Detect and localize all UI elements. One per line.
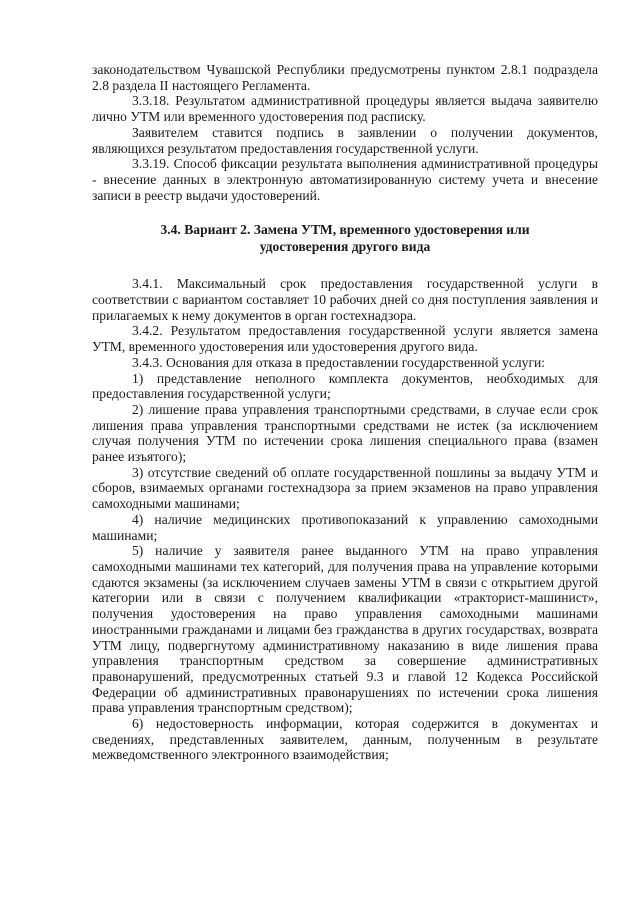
paragraph-3-4-3: 3.4.3. Основания для отказа в предоставлении государственной услуги: [132, 354, 546, 370]
paragraph-3-3-19: 3.3.19. Способ фиксации результата выполнения административной процедуры - внесение данных в электронную автоматизированную систему учета и внесение записи в реестр выдачи удостоверений. [92, 156, 598, 203]
list-item-4: 4) наличие медицинских противопоказаний к управлению самоходными машинами; [92, 511, 598, 543]
paragraph-3-3-18: 3.3.18. Результатом административной процедуры является выдача заявителю лично УТМ или временного удостоверения под расписку. [92, 93, 598, 125]
list-item-6: 6) недостоверность информации, которая содержится в документах и сведениях, представленных заявителем, данным, полученным в результате межведомственного электронного взаимодействия; [92, 716, 598, 763]
paragraph-3-4-1: 3.4.1. Максимальный срок предоставления государственной услуги в соответствии с вариантом составляет 10 рабочих дней со дня поступления заявления и прилагаемых к нему документов в орган гостехнадзора. [92, 276, 598, 323]
section-heading-line-1: 3.4. Вариант 2. Замена УТМ, временного удостоверения или [160, 222, 530, 238]
paragraph-signature: Заявителем ставится подпись в заявлении о получении документов, являющихся результатом предоставления государственной услуги. [92, 124, 598, 156]
paragraph-continuation: законодательством Чувашской Республики предусмотрены пунктом 2.8.1 подраздела 2.8 раздела II настоящего Регламента. [92, 62, 598, 93]
section-heading [92, 222, 598, 255]
section-heading-line-2: удостоверения другого вида [259, 238, 431, 254]
list-item-2: 2) лишение права управления транспортными средствами, в случае если срок лишения права управления транспортными средствами не истек (за исключением случая получения УТМ по истечении срока лишения специального права (взамен ранее изъятого); [92, 401, 598, 465]
list-item-3: 3) отсутствие сведений об оплате государственной пошлины за выдачу УТМ и сборов, взимаемых органами гостехнадзора за прием экзаменов на право управления самоходными машинами; [92, 464, 598, 512]
paragraph-3-4-2: 3.4.2. Результатом предоставления государственной услуги является замена УТМ, временного удостоверения или удостоверения другого вида. [92, 323, 598, 355]
list-item-1: 1) представление неполного комплекта документов, необходимых для предоставления государственной услуги; [92, 370, 598, 402]
list-item-5: 5) наличие у заявителя ранее выданного УТМ на право управления самоходными машинами тех категорий, для получения права на управление которыми сдаются экзамены (за исключением случаев замены УТМ в связи с открытием другой категории или в связи с получением квалификации «тракторист-машинист», получения удостоверения на право управления самоходными машинами иностранными гражданами и лицами без гражданства в других государствах, возврата УТМ лицу, подвергнутому административному наказанию в виде лишения права управления транспортным средством за совершение административных правонарушений, предусмотренных статьей 9.3 и главой 12 Кодекса Российской Федерации об административных правонарушениях по истечении срока лишения права управления транспортным средством); [92, 543, 598, 716]
